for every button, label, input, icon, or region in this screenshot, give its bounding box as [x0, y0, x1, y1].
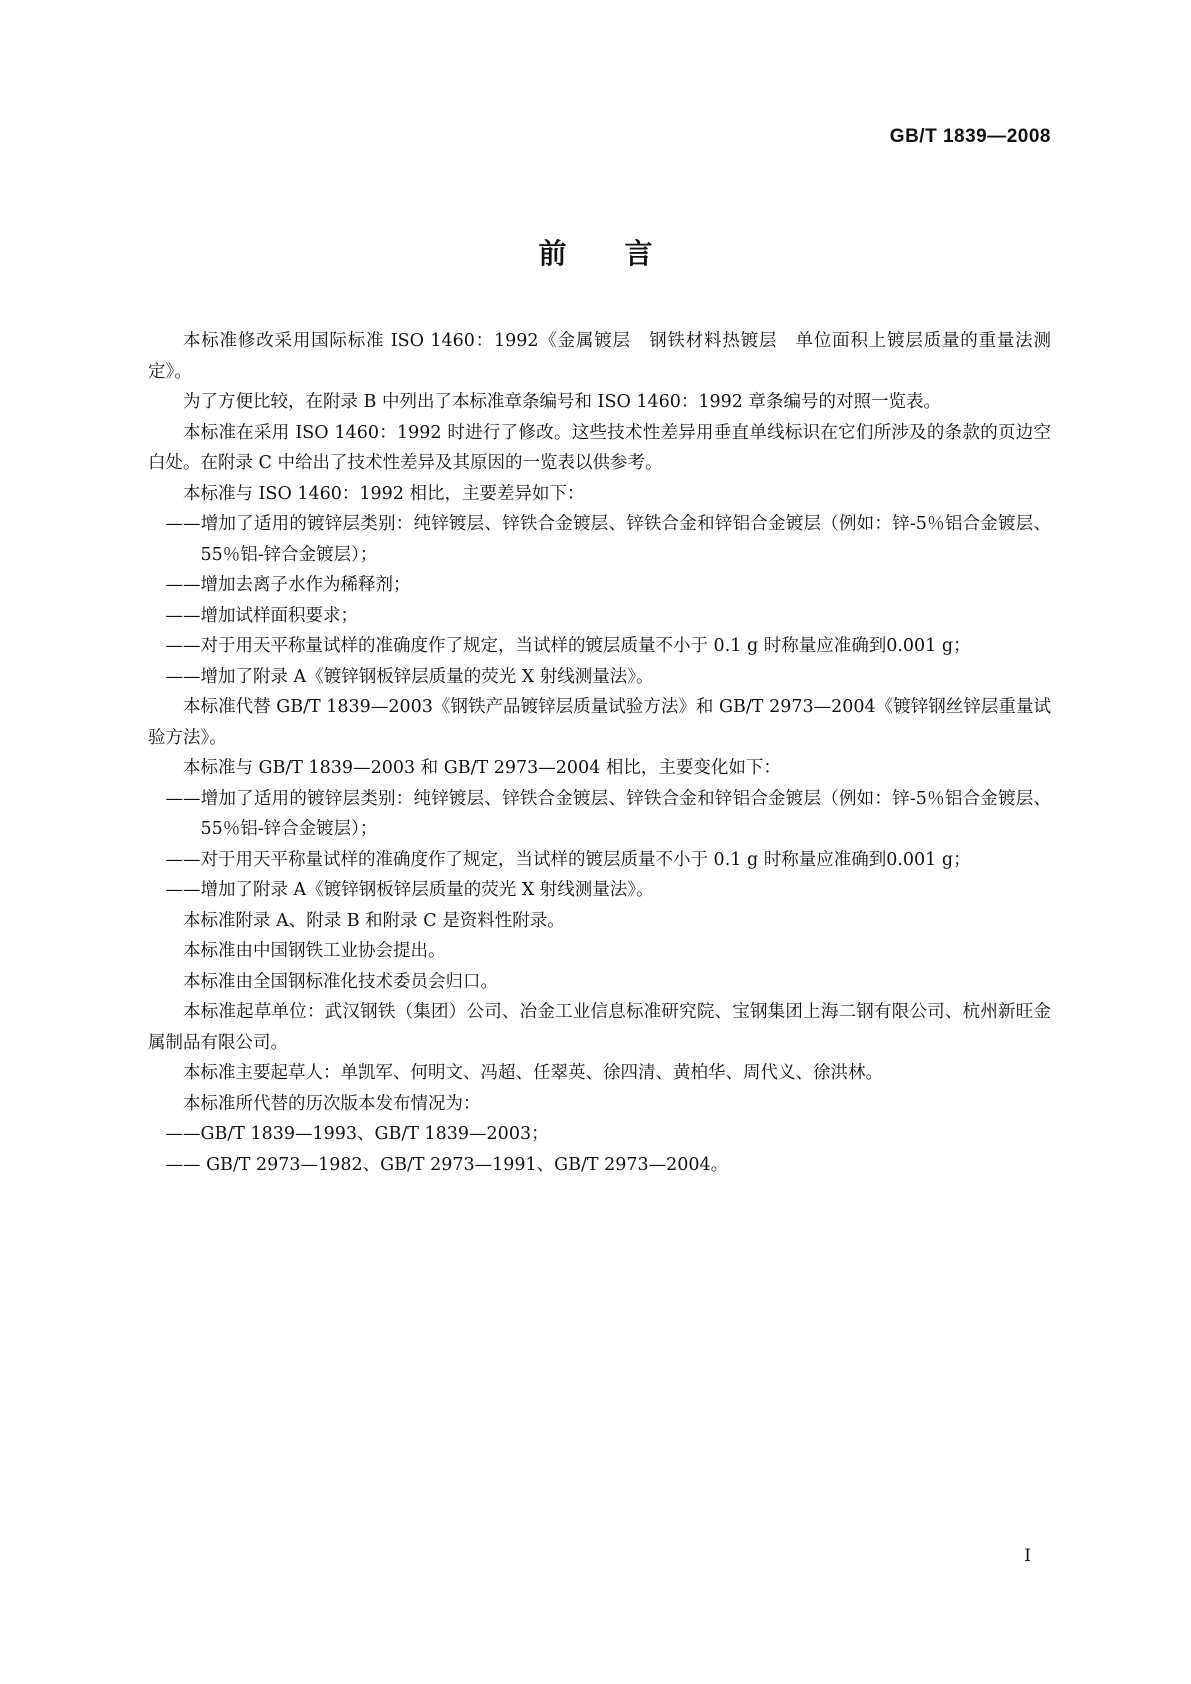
- dash-list-item: ——对于用天平称量试样的准确度作了规定，当试样的镀层质量不小于 0.1 g 时称量应准确到0.001 g；: [165, 849, 971, 870]
- paragraph: 本标准主要起草人：单凯军、何明文、冯超、任翠英、徐四清、黄柏华、周代义、徐洪林。: [183, 1063, 883, 1083]
- paragraph: 本标准修改采用国际标准 ISO 1460：1992《金属镀层 钢铁材料热镀层 单位面积上镀层质量的重量法测定》。: [148, 331, 1051, 382]
- paragraph: 本标准所代替的历次版本发布情况为：: [183, 1093, 481, 1114]
- dash-list-item: ——增加了适用的镀锌层类别：纯锌镀层、锌铁合金镀层、锌铁合金和锌铝合金镀层（例如：锌-5％铝合金镀层、55％铝-锌合金镀层）；: [165, 514, 1051, 565]
- paragraph: 本标准由全国钢标准化技术委员会归口。: [183, 971, 498, 992]
- dash-list-item: ——增加了附录 A《镀锌钢板锌层质量的荧光 X 射线测量法》。: [165, 666, 654, 687]
- foreword-body: [148, 326, 1051, 1180]
- paragraph: 本标准与 ISO 1460：1992 相比，主要差异如下：: [183, 483, 585, 504]
- dash-list-item: ——GB/T 1839—1993、GB/T 1839—2003；: [165, 1124, 549, 1144]
- paragraph: 本标准与 GB/T 1839—2003 和 GB/T 2973—2004 相比，主要变化如下：: [183, 758, 781, 778]
- paragraph: 本标准在采用 ISO 1460：1992 时进行了修改。这些技术性差异用垂直单线标识在它们所涉及的条款的页边空白处。在附录 C 中给出了技术性差异及其原因的一览表以供参考。: [148, 422, 1051, 473]
- dash-list-item: ——增加了附录 A《镀锌钢板锌层质量的荧光 X 射线测量法》。: [165, 880, 654, 900]
- dash-list-item: ——对于用天平称量试样的准确度作了规定，当试样的镀层质量不小于 0.1 g 时称量应准确到0.001 g；: [165, 636, 971, 656]
- dash-list-item: —— GB/T 2973—1982、GB/T 2973—1991、GB/T 2973—2004。: [165, 1154, 729, 1175]
- paragraph: 本标准代替 GB/T 1839—2003《钢铁产品镀锌层质量试验方法》和 GB/T 2973—2004《镀锌钢丝锌层重量试验方法》。: [148, 697, 1051, 748]
- paragraph: 本标准由中国钢铁工业协会提出。: [183, 941, 446, 961]
- page-number: I: [1024, 1546, 1031, 1566]
- paragraph: 本标准附录 A、附录 B 和附录 C 是资料性附录。: [183, 910, 565, 931]
- dash-list-item: ——增加了适用的镀锌层类别：纯锌镀层、锌铁合金镀层、锌铁合金和锌铝合金镀层（例如：锌-5％铝合金镀层、55％铝-锌合金镀层）；: [165, 788, 1051, 839]
- dash-list-item: ——增加去离子水作为稀释剂；: [165, 575, 411, 595]
- paragraph: 为了方便比较，在附录 B 中列出了本标准章条编号和 ISO 1460：1992 章条编号的对照一览表。: [183, 392, 941, 412]
- standard-code: GB/T 1839—2008: [889, 126, 1051, 147]
- paragraph: 本标准起草单位：武汉钢铁（集团）公司、冶金工业信息标准研究院、宝钢集团上海二钢有限公司、杭州新旺金属制品有限公司。: [148, 1002, 1051, 1053]
- page-title: 前言: [538, 237, 711, 270]
- dash-list-item: ——增加试样面积要求；: [165, 605, 358, 626]
